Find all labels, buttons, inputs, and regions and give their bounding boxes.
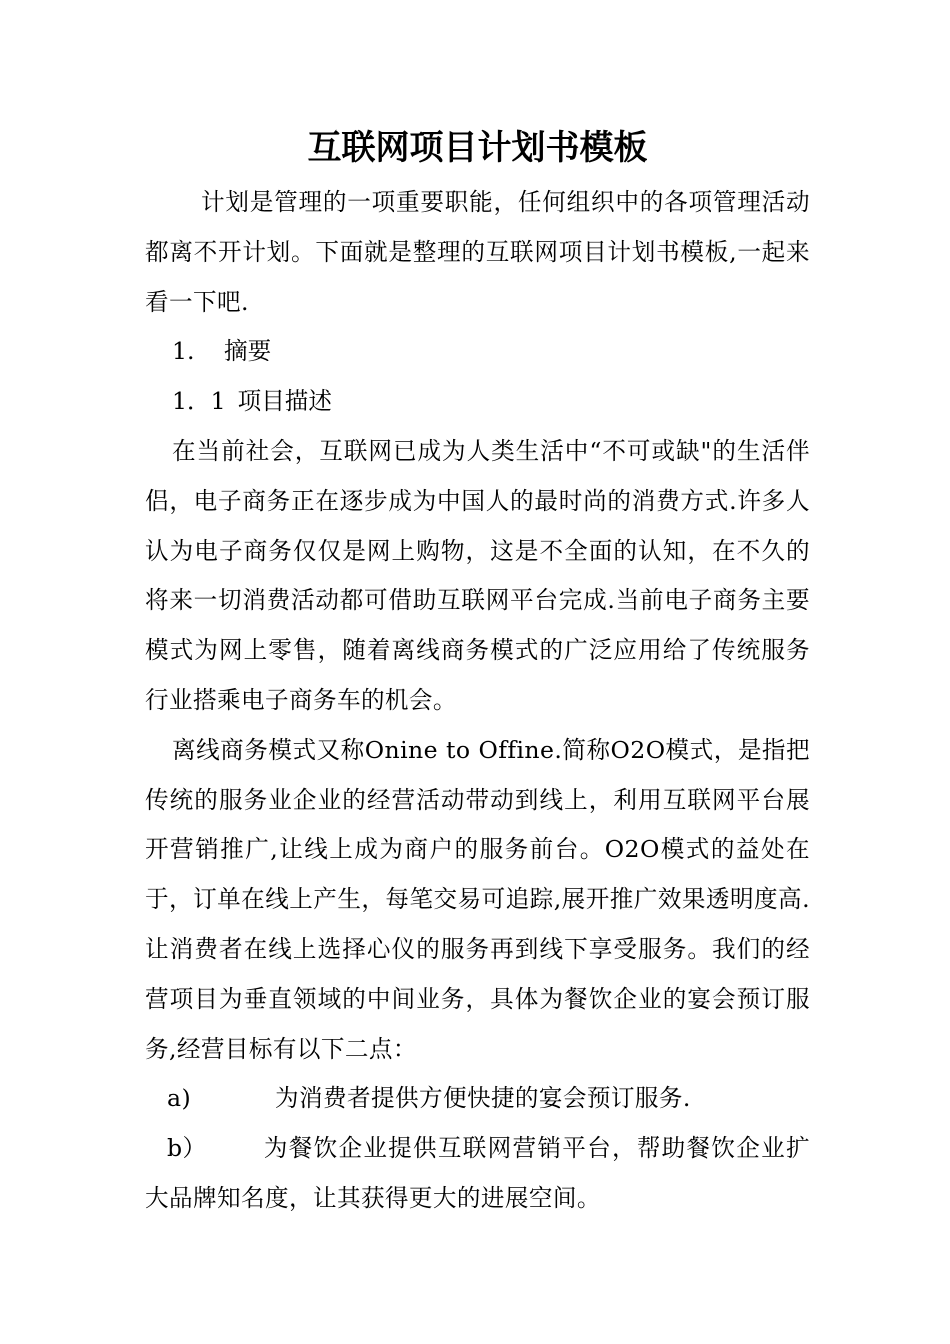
- list-marker: a): [167, 1084, 192, 1113]
- section-heading-1-1: [145, 377, 810, 427]
- list-item-a: [145, 1074, 810, 1124]
- section-heading-1: [145, 327, 810, 377]
- list-marker: b）: [167, 1134, 207, 1163]
- section-number: 1．1: [172, 387, 226, 416]
- intro-paragraph: 计划是管理的一项重要职能，任何组织中的各项管理活动都离不开计划。下面就是整理的互联网项目计划书模板,一起来看一下吧.: [145, 188, 810, 316]
- section-label: 摘要: [224, 337, 272, 366]
- section-label: 项目描述: [237, 387, 332, 416]
- document-page: [145, 118, 810, 1224]
- section-number: 1.: [172, 337, 195, 366]
- body-paragraph-1: 在当前社会，互联网已成为人类生活中“不可或缺"的生活伴侣，电子商务正在逐步成为中国人的最时尚的消费方式.许多人认为电子商务仅仅是网上购物，这是不全面的认知，在不久的将来一切消费活动都可借助互联网平台完成.当前电子商务主要模式为网上零售，随着离线商务模式的广泛应用给了传统服务行业搭乘电子商务车的机会。: [145, 436, 810, 714]
- list-item-text: 为餐饮企业提供互联网营销平台，帮助餐饮企业扩大品牌知名度，让其获得更大的进展空间。: [145, 1134, 810, 1212]
- body-paragraph-2: 离线商务模式又称Onine to Offine.简称O2O模式，是指把传统的服务业企业的经营活动带动到线上，利用互联网平台展开营销推广,让线上成为商户的服务前台。O2O模式的益处在于，订单在线上产生，每笔交易可追踪,展开推广效果透明度高.让消费者在线上选择心仪的服务再到线下享受服务。我们的经营项目为垂直领域的中间业务，具体为餐饮企业的宴会预订服务,经营目标有以下二点：: [145, 735, 810, 1063]
- list-item-text: 为消费者提供方便快捷的宴会预订服务.: [275, 1084, 691, 1113]
- list-item-b: [145, 1124, 810, 1224]
- document-title: 互联网项目计划书模板: [307, 128, 648, 168]
